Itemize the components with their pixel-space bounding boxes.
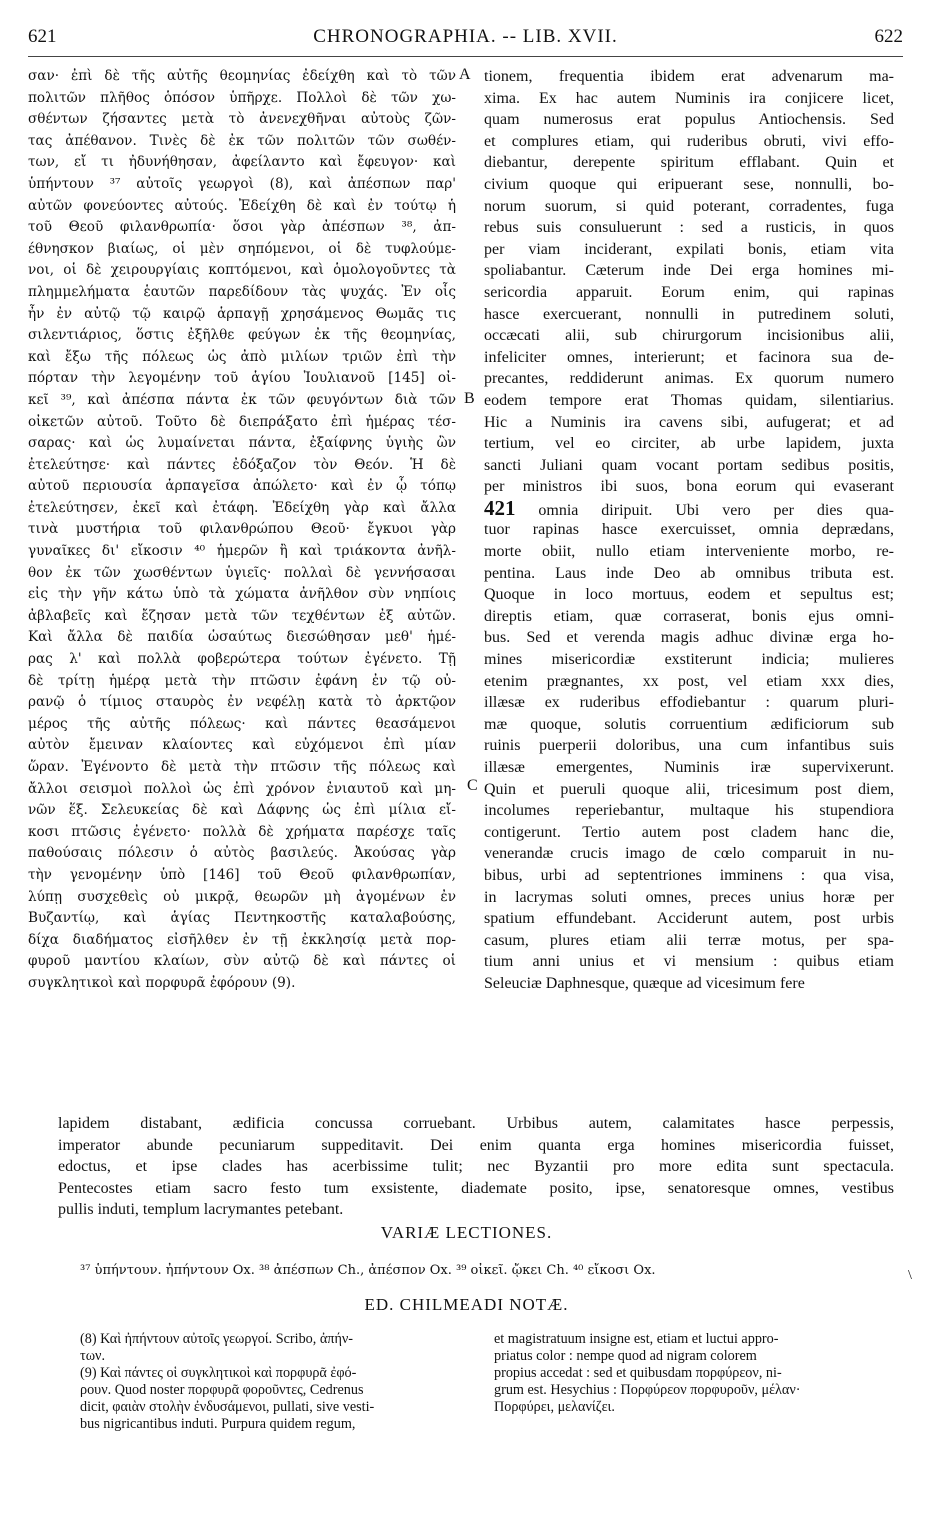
greek-text-line: δίχα διαδήματος εἰσῆλθεν ἐν τῇ ἐκκλησίᾳ μετὰ πορ- xyxy=(28,931,456,948)
greek-text-line: σαν· ἐπὶ δὲ τῆς αὐτῆς θεομηνίας ἐδείχθη καὶ τὸ τῶν xyxy=(28,68,456,84)
latin-text-line: Quin et pueruli quoque alii, tricesimum post diem, xyxy=(484,780,894,798)
full-width-text-line: imperator abunde pecuniarum suppeditavit. Dei enim quanta erga homines misericordia fuisset, xyxy=(58,1136,894,1154)
latin-text-column xyxy=(484,66,894,995)
variae-lectiones-heading: VARIÆ LECTIONES. xyxy=(380,1223,553,1242)
latin-text-line: mæ quoque, solutis corruentium ædificiorum sub xyxy=(484,715,894,733)
greek-text-line: πόρταν τὴν λεγομένην τοῦ ἁγίου Ἰουλιανοῦ [145] οἰ- xyxy=(28,370,456,387)
full-width-text-line: pullis induti, templum lacrymantes petebant. xyxy=(58,1201,344,1219)
latin-text-line: bus. Sed et verenda magis adhuc divinæ erga ho- xyxy=(484,629,894,647)
greek-text-line: ἦν ἐν αὐτῷ τῷ καιρῷ ἁρπαγῇ χρησάμενος Θωμᾶς τις xyxy=(28,305,456,322)
greek-text-line: ἄλλοι σεισμοὶ πολλοὶ ὡς ἐπὶ χρόνον ἐνιαυτοῦ καὶ μη- xyxy=(28,780,456,797)
latin-text-line: quam numerosus erat populus Antiochensis. Sed xyxy=(484,111,894,129)
latin-text-line: Seleuciæ Daphnesque, quæque ad vicesimum fere xyxy=(484,974,805,992)
greek-text-line: σιλεντιάριος, ὅστις ἐξῆλθε φεύγων ἐκ τῆς θεομηνίας, xyxy=(28,327,456,344)
latin-text-line: spoliabantur. Cæterum inde Dei erga homines mi- xyxy=(484,262,894,280)
greek-text-line: τας ἀπέθανον. Τινὲς δὲ ἐκ τῶν πολιτῶν τῶν σωθέν- xyxy=(28,132,456,149)
greek-text-line: τινὰ μυστήρια τοῦ φιλανθρώπου Θεοῦ· ἔγκυοι γὰρ xyxy=(28,521,456,538)
margin-letter-b: B xyxy=(464,390,475,407)
latin-text-line: spatium effundebant. Acciderunt autem, post urbis xyxy=(484,910,894,928)
latin-text-line: xima. Ex hac autem Numinis ira conjicere licet, xyxy=(484,89,894,107)
latin-text-line: ruinis puerperii doloribus, una cum infantibus suis xyxy=(484,737,894,755)
note-line: Πορφύρει, μελανίζει. xyxy=(494,1399,615,1415)
latin-text-line: tertium, vel eo circiter, ab urbe lapidem, juxta xyxy=(484,435,894,453)
greek-text-line: ἐτελεύτησε· καὶ πάντες ἐδόξαζον τὸν Θεόν. Ἡ δὲ xyxy=(28,456,456,473)
notes-heading: ED. CHILMEADI NOTÆ. xyxy=(364,1295,569,1314)
full-width-text-line: edoctus, et ipse clades has acerbissime tulit; nec Byzantii pro more edita sunt spectacula. xyxy=(58,1158,894,1176)
greek-text-line: νῶν ἕξ. Σελευκείας δὲ καὶ Δάφνης ὡς ἐπὶ μίλια εἴ- xyxy=(28,802,456,819)
latin-text-line: per ministros ibi suos, bona eorum qui evaserant xyxy=(484,478,894,496)
latin-text-line: Hic a Numinis ira cavens sibi, aufugerat; et ad xyxy=(484,413,894,431)
greek-text-line: οἰκετῶν αὐτοῦ. Τοῦτο δὲ διεπράξατο ἐπὶ ἡμέρας τέσ- xyxy=(28,413,456,430)
latin-text-line: pentina. Laus inde Deo ab omnibus tributa est. xyxy=(484,564,894,582)
page-header xyxy=(28,26,903,52)
greek-text-line: Βυζαντίῳ, καὶ ἁγίας Πεντηκοστῆς καταλαβούσης, xyxy=(28,910,456,927)
note-line: (9) Καὶ πάντες οἱ συγκλητικοὶ καὶ πορφυρᾶ ἐφό- xyxy=(80,1365,357,1381)
margin-letter-c: C xyxy=(467,777,478,794)
latin-text-line: occæcati alii, sub chirurgorum incisionibus alii, xyxy=(484,327,894,345)
greek-text-line: φυροῦ μαντίου κλαίων, σὺν αὐτῷ δὲ καὶ πάντες οἱ xyxy=(28,953,456,970)
greek-text-line: των, εἴ τι ἠδυνήθησαν, ἀφείλαντο καὶ ἔφευγον· καὶ xyxy=(28,154,456,171)
greek-text-line: ἐτελεύτησεν, ἐκεῖ καὶ ἐτάφη. Ἐδείχθη γὰρ καὶ ἄλλα xyxy=(28,499,456,516)
greek-text-line: κεῖ ³⁹, καὶ ἀπέσπα πάντα ἐκ τῶν φευγόντων διὰ τῶν xyxy=(28,391,456,408)
latin-text-line: tuor rapinas hasce exercuisset, omnia deprædans, xyxy=(484,521,894,539)
latin-text-line: et complures etiam, qui ruderibus obruti, vivi effo- xyxy=(484,132,894,150)
latin-text-line: casum, plures etiam alii terræ motus, per spa- xyxy=(484,931,894,949)
notes-left-column xyxy=(80,1331,480,1433)
latin-text-line: civium quoque qui eripuerant sese, nonnulli, bo- xyxy=(484,175,894,193)
latin-text-line: Quoque in loco mortuus, eodem et sepultus est; xyxy=(484,586,894,604)
latin-text-line: incolumes reperiebantur, multaque his stupendiora xyxy=(484,802,894,820)
note-line: ρουν. Quod noster πορφυρᾶ φοροῦντες, Cedrenus xyxy=(80,1382,364,1398)
greek-text-column xyxy=(28,66,456,995)
greek-text-line: παθούσαις πόλεσιν ὁ αὐτὸς βασιλεύς. Ἀκούσας γὰρ xyxy=(28,845,456,862)
greek-text-line: νοι, οἱ δὲ χειρουργίαις κοπτόμενοι, καὶ ὁμολογοῦντες τὰ xyxy=(28,262,456,279)
page-number-left: 621 xyxy=(28,26,57,47)
greek-text-line: συγκλητικοὶ καὶ πορφυρᾶ ἐφόρουν (9). xyxy=(28,974,296,991)
notes-right-column xyxy=(494,1331,894,1416)
greek-text-line: πολιτῶν πλῆθος ὁπόσον ὑπῆρχε. Πολλοὶ δὲ τῶν χω- xyxy=(28,89,456,106)
note-line: (8) Καὶ ἠπήντουν αὐτοῖς γεωργοί. Scribo, ἀπήν- xyxy=(80,1331,354,1347)
greek-text-line: τοῦ Θεοῦ φιλανθρωπία· ὅσοι γὰρ ἀπέσπων ³⁸, ἀπ- xyxy=(28,219,456,236)
greek-text-line: έθνησκον βιαίως, οἱ μὲν σηπόμενοι, οἱ δὲ τυφλούμε- xyxy=(28,240,456,257)
note-line: των. xyxy=(80,1348,106,1364)
latin-page-number: 421 xyxy=(484,497,516,520)
latin-text-line: infeliciter omnes, interierunt; et facinora sua de- xyxy=(484,348,894,366)
latin-text-line: direptis etiam, quæ corraserat, bonis ejus omni- xyxy=(484,607,894,625)
margin-letter-a: A xyxy=(459,66,471,83)
page-number-right: 622 xyxy=(874,26,903,47)
variae-lectiones-text: ³⁷ ὑπήντουν. ἠπήντουν Ox. ³⁸ ἀπέσπων Ch., ἀπέσπον Ox. ³⁹ οἰκεῖ. ᾤκει Ch. ⁴⁰ εἴκοσι Ox. xyxy=(80,1263,656,1278)
greek-text-line: ἀβλαβεῖς καὶ ἔζησαν μετὰ τῶν τεχθέντων ἐξ αὐτῶν. xyxy=(28,607,456,624)
latin-text-line: rebus suis consuluerunt : sed a rusticis, in quos xyxy=(484,219,894,237)
latin-text-line: morte obiit, nullo etiam interveniente morbo, re- xyxy=(484,543,894,561)
latin-text-line: eodem tempore erat Thomas quidam, silentiarius. xyxy=(484,391,894,409)
margin-mark: \ xyxy=(908,1268,912,1283)
greek-text-line: δὲ τρίτῃ ἡμέρᾳ μετὰ τὴν πτῶσιν ἐφάνη ἐν τῷ οὐ- xyxy=(28,672,456,689)
greek-text-line: ρας λ' καὶ πολλὰ φοβερώτερα τούτων ἐγένετο. Τῇ xyxy=(28,651,456,668)
greek-text-line: λύπῃ συσχεθεὶς οὐ μικρᾷ, θεωρῶν μὴ ἀγομένων ἐν xyxy=(28,888,456,905)
full-width-latin-text xyxy=(58,1113,894,1221)
latin-text-line: contigerunt. Tertio autem post cladem hanc die, xyxy=(484,823,894,841)
greek-text-line: γυναῖκες δι' εἴκοσιν ⁴⁰ ἡμερῶν ἢ καὶ τριάκοντα ἀνῆλ- xyxy=(28,543,456,560)
full-width-text-line: lapidem distabant, ædificia concussa corruebant. Urbibus autem, calamitates hasce perpessis, xyxy=(58,1115,894,1132)
latin-text-line: illæsæ emergentes, Numinis iræ supervixerunt. xyxy=(484,759,894,776)
latin-text-line: sancti Juliani quam vocant portam sedibus positis, xyxy=(484,456,894,474)
latin-text-line: venerandæ crucis imago de cœlo comparuit in nu- xyxy=(484,845,894,863)
note-line: grum est. Hesychius : Πορφύρεον πορφυροῦν, μέλαν· xyxy=(494,1382,801,1398)
latin-text-line: bibus, urbi ad septentriones imminens : qua visa, xyxy=(484,866,894,884)
note-line: propius accedat : sed et quibusdam πορφύρεον, ni- xyxy=(494,1365,782,1381)
greek-text-line: ὑπήντουν ³⁷ αὐτοῖς γεωργοὶ (8), καὶ ἀπέσπων παρ' xyxy=(28,175,456,192)
latin-text-line: per viam inciderant, expilati bonis, etiam vita xyxy=(484,240,894,258)
note-line: bus nigricantibus induti. Purpura quidem regum, xyxy=(80,1416,356,1432)
latin-text-line: tium anni unius et vi mensium : quibus etiam xyxy=(484,953,894,971)
greek-text-line: σθέντων ζήσαντες μετὰ τὸ ἀνενεχθῆναι αὐτοὺς ζῶν- xyxy=(28,111,456,128)
latin-text-line: 421 omnia diripuit. Ubi vero per dies qua- xyxy=(484,497,894,520)
latin-text-line: hasce exercuerant, nonnulli in putredinem soluti, xyxy=(484,305,894,323)
latin-text-line: in lacrymas soluti omnes, preces unius horæ per xyxy=(484,888,894,906)
greek-text-line: Καὶ ἄλλα δὲ παιδία ὡσαύτως διεσώθησαν μεθ' ἡμέ- xyxy=(28,629,456,646)
greek-text-line: σαρας· καὶ ὡς λυμαίνεται πάντα, ἐξαίφνης ὑγιὴς ὢν xyxy=(28,435,456,452)
note-line: priatus color : nempe quod ad nigram colorem xyxy=(494,1348,757,1364)
latin-text-line: precantes, reddiderunt animas. Ex quorum numero xyxy=(484,370,894,388)
latin-text-line: sericordia apparuit. Eorum enim, qui rapinas xyxy=(484,283,894,301)
greek-text-line: αὐτῶν φονεύοντες αὐτούς. Ἐδείχθη δὲ καὶ ἐν τούτῳ ἡ xyxy=(28,197,456,214)
latin-text-line: etenim prægnantes, xx post, vel etiam xxx dies, xyxy=(484,672,894,690)
greek-text-line: μέρος τῆς αὐτῆς πόλεως· καὶ πάντες θεασάμενοι xyxy=(28,715,456,732)
latin-text-line: tionem, frequentia ibidem erat advenarum ma- xyxy=(484,68,894,85)
greek-text-line: πλημμελήματα ἑαυτῶν παρεδίδουν τὰς ψυχάς. Ἐν οἷς xyxy=(28,283,456,300)
latin-text-line: illæsæ ex ruderibus effodiebantur : quarum pluri- xyxy=(484,694,894,712)
note-line: et magistratuum insigne est, etiam et luctui appro- xyxy=(494,1331,779,1347)
greek-text-line: εἰς τὴν γῆν κάτω ὑπὸ τὰ χώματα ἀνῆλθον σὺν νηπίοις xyxy=(28,586,456,603)
latin-text-line: diebantur, derepente spiritum efflabant. Quin et xyxy=(484,154,894,172)
running-title: CHRONOGRAPHIA. -- LIB. XVII. xyxy=(313,26,618,47)
greek-text-line: τὴν γενομένην ὑπὸ [146] τοῦ Θεοῦ φιλανθρωπίαν, xyxy=(28,866,456,883)
greek-text-line: καὶ ἔξω τῆς πόλεως ὡς ἀπὸ μιλίων τριῶν ἐπὶ τὴν xyxy=(28,348,456,365)
greek-text-line: ὥραν. Ἐγένοντο δὲ μετὰ τὴν πτῶσιν τῆς πόλεως καὶ xyxy=(28,759,456,775)
latin-text-line: norum suorum, si quid poterant, corradentes, fuga xyxy=(484,197,894,215)
full-width-text-line: Pentecostes etiam sacro festo tum exsistente, diademate posito, ipse, senatoresque omnes, vestibus xyxy=(58,1179,894,1197)
greek-text-line: αὐτοῦ περιουσία ἁρπαγεῖσα ἀπώλετο· καὶ ἐν ᾧ τόπῳ xyxy=(28,478,456,495)
latin-text-line: mines misericordiæ exstiterunt indicia; mulieres xyxy=(484,651,894,669)
greek-text-line: κοσι πτῶσις ἐγένετο· πολλὰ δὲ χρήματα παρέσχε ταῖς xyxy=(28,823,456,840)
greek-text-line: θον ἐκ τῶν χωσθέντων ὑγιεῖς· πολλαὶ δὲ γεννήσασαι xyxy=(28,564,456,581)
greek-text-line: αὐτὸν ἔμειναν κλαίοντες καὶ εὐχόμενοι ἐπὶ μίαν xyxy=(28,737,456,754)
note-line: dicit, φαιὰν στολὴν ἐνδυσάμενοι, pullati, sive vesti- xyxy=(80,1399,375,1415)
header-rule xyxy=(28,56,903,57)
greek-text-line: ρανῷ ὁ τίμιος σταυρὸς ἐν νεφέλῃ κατὰ τὸ ἀρκτῷον xyxy=(28,694,456,711)
